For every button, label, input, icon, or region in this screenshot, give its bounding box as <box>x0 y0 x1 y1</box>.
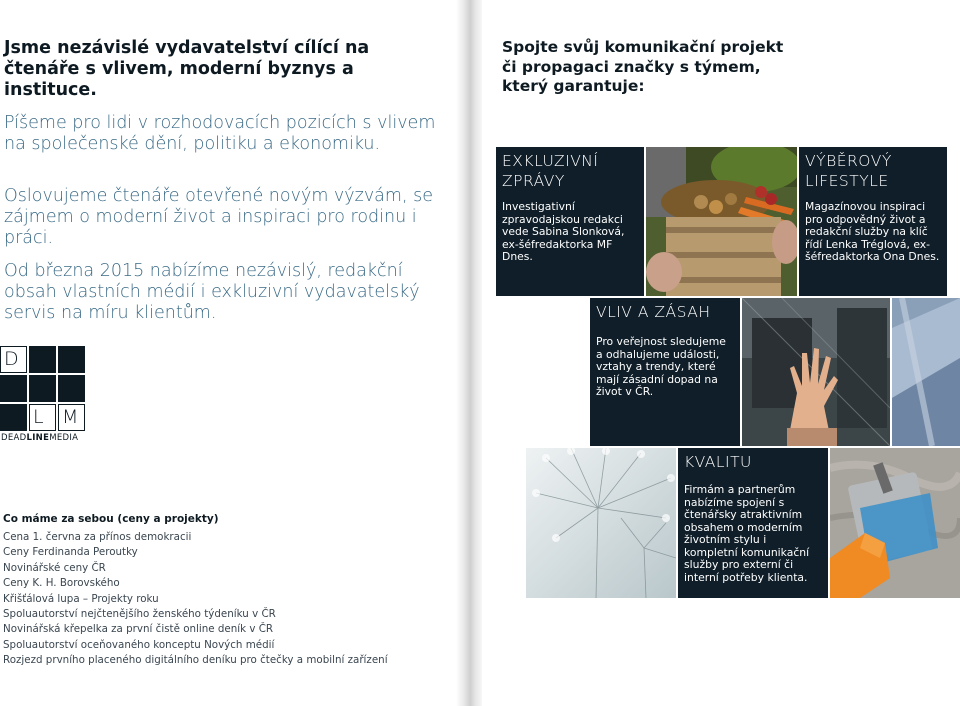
plastering-photo <box>830 448 960 598</box>
intro-heading: Jsme nezávislé vydavatelství cílící na čtenáře s vlivem, moderní byznys a instituce. <box>4 38 370 100</box>
dandelion-photo <box>526 448 676 598</box>
box-quality <box>678 448 828 598</box>
logo-wordmark <box>1 433 78 443</box>
logo-cell <box>29 375 56 402</box>
hand-photo-art <box>742 298 890 446</box>
logo-grid <box>0 346 84 430</box>
logo-cell <box>0 375 27 402</box>
logo-cell-l <box>29 404 56 431</box>
logo-letter-d: D <box>4 348 19 370</box>
box-exclusive-title <box>502 151 638 191</box>
box-lifestyle-body: Magazínovou inspiraci pro odpovědný život a redakční služby na klíč řídí Lenka Tréglová, ex-šéfredaktorka Ona Dnes. <box>805 200 940 263</box>
box-influence <box>590 298 740 446</box>
intro-paragraph-1: Píšeme pro lidi v rozhodovacích pozicích s vlivem na společenské dění, politiku a ekonomiku. <box>4 113 436 154</box>
logo-cell-d <box>0 346 27 373</box>
box-lifestyle <box>799 147 947 296</box>
list-item: Spoluautorství oceňovaného konceptu Nových médií <box>3 638 275 651</box>
list-item: Spoluautorství nejčtenějšího ženského týdeníku v ČR <box>3 608 276 621</box>
box-quality-body: Firmám a partnerům nabízíme spojení s čtenářsky atraktivním obsahem o moderním životním stylu i kompletní komunikační služby pro externí či interní potřeby klienta. <box>684 483 810 584</box>
logo-letter-m: M <box>62 406 79 428</box>
box-lifestyle-title-line2: LIFESTYLE <box>805 172 889 190</box>
box-lifestyle-title <box>805 151 941 191</box>
logo-letter-l: L <box>33 406 44 428</box>
logo-cell <box>29 346 56 373</box>
logo-wordmark-bold: LINE <box>26 433 50 443</box>
box-exclusive-news <box>496 147 644 296</box>
page-spine <box>456 0 482 706</box>
vegetables-photo <box>646 147 797 296</box>
vegetables-photo-art <box>646 147 797 296</box>
box-exclusive-title-line2: ZPRÁVY <box>502 172 565 190</box>
dandelion-photo-art <box>526 448 676 598</box>
logo-cell <box>0 404 27 431</box>
list-item: Rozjezd prvního placeného digitálního deníku pro čtečky a mobilní zařízení <box>3 654 388 667</box>
right-page-heading: Spojte svůj komunikační projekt či propagaci značky s týmem, který garantuje: <box>502 38 784 95</box>
blue-photo-art <box>892 298 960 446</box>
abstract-blue-photo <box>892 298 960 446</box>
intro-paragraph-3: Od března 2015 nabízíme nezávislý, redakční obsah vlastních médií i exkluzivní vydavatelský servis na míru klientům. <box>4 261 420 323</box>
plastering-photo-art <box>830 448 960 598</box>
awards-list <box>3 530 388 669</box>
list-item: Novinářská křepelka za první čistě online deník v ČR <box>3 623 274 636</box>
logo-wordmark-prefix: DEAD <box>1 433 27 443</box>
box-exclusive-body: Investigativní zpravodajskou redakci vede Sabina Slonková, ex-šéfredaktorka MF Dnes. <box>502 200 625 263</box>
list-item: Ceny K. H. Borovského <box>3 577 120 590</box>
box-quality-title: KVALITU <box>684 453 752 471</box>
list-item: Ceny Ferdinanda Peroutky <box>3 546 138 559</box>
awards-title: Co máme za sebou (ceny a projekty) <box>3 513 219 525</box>
logo-cell <box>58 346 85 373</box>
list-item: Křišťálová lupa – Projekty roku <box>3 592 159 605</box>
box-lifestyle-title-line1: VÝBĚROVÝ <box>805 152 892 170</box>
list-item: Novinářské ceny ČR <box>3 561 106 574</box>
deadlinemedia-logo <box>0 346 86 430</box>
list-item: Cena 1. června za přínos demokracii <box>3 531 192 543</box>
intro-paragraph-2: Oslovujeme čtenáře otevřené novým výzvám, se zájmem o moderní život a inspiraci pro rodinu i práci. <box>4 186 433 248</box>
box-influence-title: VLIV A ZÁSAH <box>596 303 711 321</box>
logo-wordmark-suffix: MEDIA <box>49 433 79 443</box>
hand-on-glass-photo <box>742 298 890 446</box>
box-influence-body: Pro veřejnost sledujeme a odhalujeme události, vztahy a trendy, které mají zásadní dopad na život v ČR. <box>596 335 726 398</box>
logo-cell-m <box>58 404 85 431</box>
box-exclusive-title-line1: EXKLUZIVNÍ <box>502 152 599 170</box>
logo-cell <box>58 375 85 402</box>
